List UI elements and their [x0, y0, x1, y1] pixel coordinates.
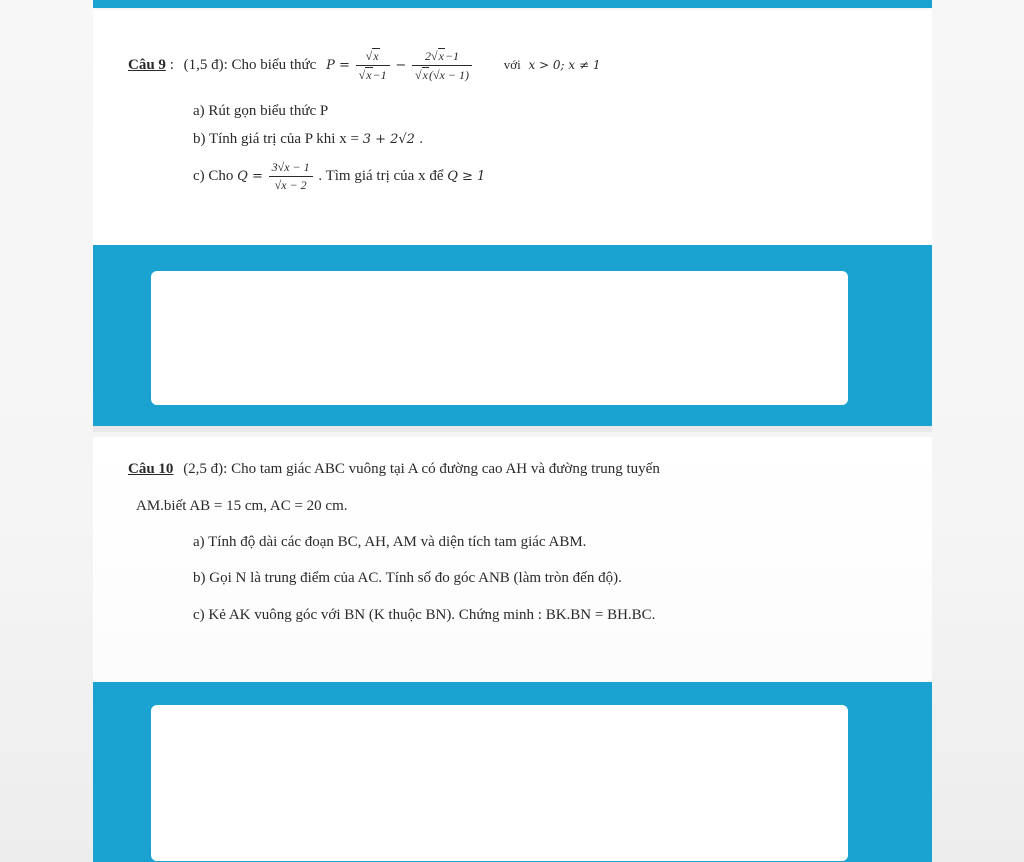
question-10-card: [93, 437, 932, 682]
q9-frac2-numerator-tail: −1: [444, 49, 460, 63]
question-9-card: [93, 10, 932, 245]
q9-part-b: [193, 131, 423, 148]
q10-label: Câu 10: [128, 461, 174, 477]
q10-part-b: b) Gọi N là trung điểm của AC. Tính số đo góc ANB (làm tròn đến độ).: [193, 570, 622, 586]
answer-box-1[interactable]: [151, 271, 848, 405]
answer-box-2[interactable]: [151, 705, 848, 861]
q10-part-a: a) Tính độ dài các đoạn BC, AH, AM và diện tích tam giác ABM.: [193, 534, 587, 550]
q10-intro: (2,5 đ): Cho tam giác ABC vuông tại A có đường cao AH và đường trung tuyến: [183, 461, 660, 477]
q9-frac1-denominator-tail: −1: [372, 68, 387, 82]
document-column: [93, 0, 932, 862]
q9-header: [128, 48, 601, 83]
q9-part-a: a) Rút gọn biểu thức P: [193, 103, 329, 119]
q9-label: Câu 9: [128, 56, 166, 73]
q9-p-prefix: P =: [326, 57, 350, 73]
q9-part-c-pre: c) Cho: [193, 167, 234, 184]
q9-part-b-text: b) Tính giá trị của P khi x =: [193, 131, 359, 147]
q10-part-c: c) Kẻ AK vuông góc với BN (K thuộc BN). Chứng minh : BK.BN = BH.BC.: [193, 607, 656, 623]
q9-frac2-numerator-pre: 2: [424, 49, 431, 63]
top-accent-strip: [93, 0, 932, 8]
q9-minus-sign: −: [395, 57, 407, 73]
band-1-bottom-edge: [93, 426, 932, 432]
q9-q-denominator: √x − 2: [274, 178, 307, 192]
q9-fraction-1: $\frac{√x}{√x-1}$: [356, 48, 390, 83]
q9-q-prefix: Q =: [237, 168, 263, 184]
q9-q-fraction: [269, 160, 313, 193]
q9-points: (1,5 đ): Cho biểu thức: [183, 56, 317, 73]
answer-band-1: [93, 245, 932, 432]
q9-condition: x > 0; x ≠ 1: [528, 57, 601, 72]
q9-condition-word: với: [503, 56, 521, 72]
q9-frac2-denominator: (√x − 1): [428, 68, 469, 82]
q9-part-b-value: 3 + 2√2 .: [362, 132, 424, 147]
answer-band-2: [93, 682, 932, 862]
q9-part-c-inequality: Q ≥ 1: [447, 168, 486, 184]
q9-frac1-numerator: x: [373, 49, 379, 63]
q9-fraction-2: $\frac{2√x-1}{√x(√x - 1)}$: [412, 48, 472, 83]
q9-part-c-post: . Tìm giá trị của x để: [318, 167, 444, 184]
q9-q-numerator: 3√x − 1: [269, 160, 313, 177]
q9-label-suffix: :: [169, 56, 174, 73]
q10-line-2: AM.biết AB = 15 cm, AC = 20 cm.: [136, 498, 348, 514]
q9-part-c: [193, 160, 485, 193]
q10-header: [128, 461, 660, 478]
